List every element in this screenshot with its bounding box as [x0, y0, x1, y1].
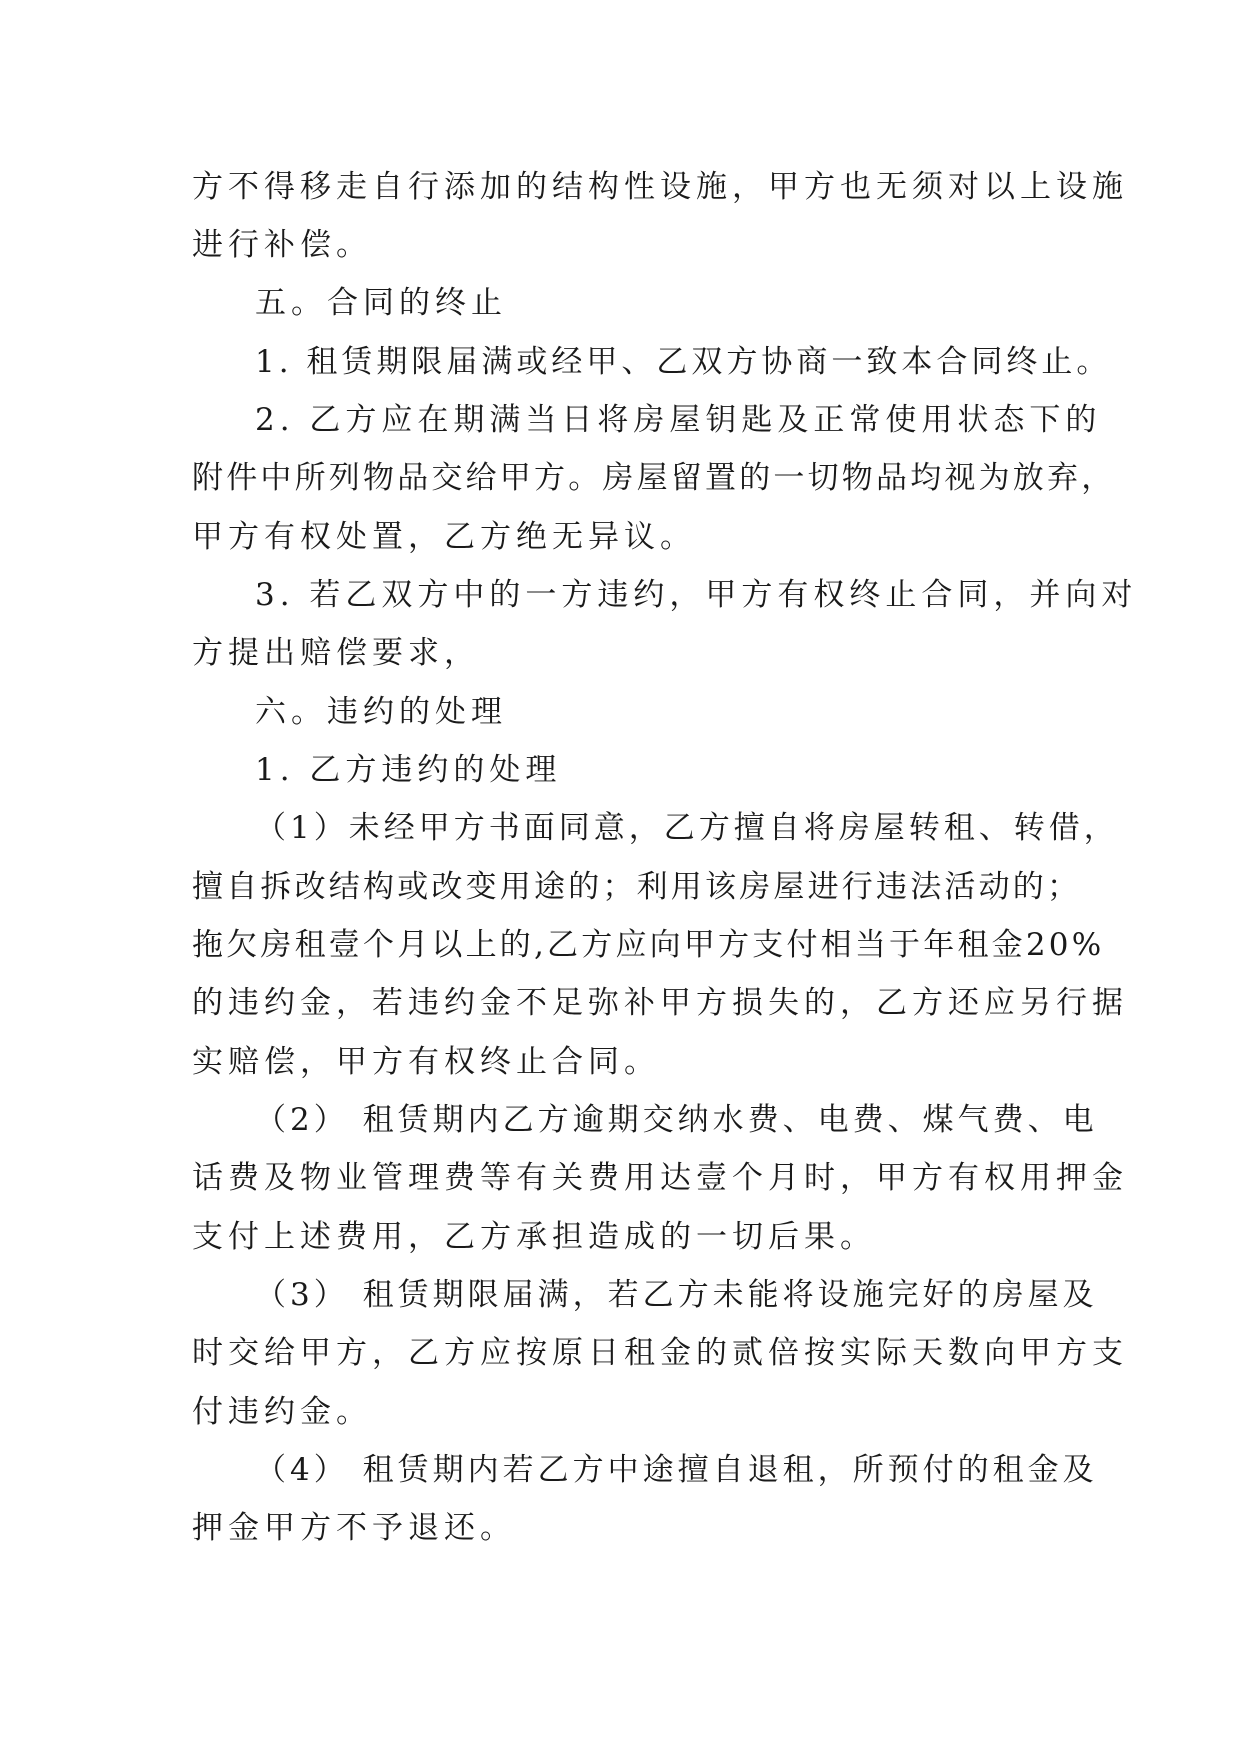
text-line-8: 3. 若乙双方中的一方违约，甲方有权终止合同，并向对	[255, 577, 1138, 613]
text-line-2: 进行补偿。	[192, 227, 372, 263]
text-line-21: 时交给甲方，乙方应按原日租金的贰倍按实际天数向甲方支	[192, 1335, 1128, 1371]
section-heading-5: 五。合同的终止	[255, 285, 507, 321]
text-line-17: （2） 租赁期内乙方逾期交纳水费、电费、煤气费、电	[255, 1102, 1098, 1138]
text-line-1: 方不得移走自行添加的结构性设施，甲方也无须对以上设施	[192, 169, 1128, 205]
text-line-14: 拖欠房租壹个月以上的,乙方应向甲方支付相当于年租金20%	[192, 927, 1105, 963]
text-line-5: 2. 乙方应在期满当日将房屋钥匙及正常使用状态下的	[255, 402, 1102, 438]
text-line-20: （3） 租赁期限届满，若乙方未能将设施完好的房屋及	[255, 1277, 1098, 1313]
text-line-6: 附件中所列物品交给甲方。房屋留置的一切物品均视为放弃，	[192, 460, 1116, 496]
text-line-7: 甲方有权处置，乙方绝无异议。	[192, 519, 696, 555]
text-line-18: 话费及物业管理费等有关费用达壹个月时，甲方有权用押金	[192, 1160, 1128, 1196]
text-line-24: 押金甲方不予退还。	[192, 1510, 516, 1546]
text-line-22: 付违约金。	[192, 1394, 372, 1430]
text-line-15: 的违约金，若违约金不足弥补甲方损失的，乙方还应另行据	[192, 985, 1128, 1021]
text-line-19: 支付上述费用，乙方承担造成的一切后果。	[192, 1219, 876, 1255]
section-heading-6: 六。违约的处理	[255, 694, 507, 730]
text-line-9: 方提出赔偿要求，	[192, 635, 480, 671]
text-line-13: 擅自拆改结构或改变用途的；利用该房屋进行违法活动的；	[192, 869, 1082, 905]
text-line-23: （4） 租赁期内若乙方中途擅自退租，所预付的租金及	[255, 1452, 1098, 1488]
text-line-16: 实赔偿，甲方有权终止合同。	[192, 1044, 660, 1080]
subsection-heading-1: 1. 乙方违约的处理	[255, 752, 562, 788]
text-line-12: （1）未经甲方书面同意，乙方擅自将房屋转租、转借，	[255, 810, 1119, 846]
text-line-4: 1. 租赁期限届满或经甲、乙双方协商一致本合同终止。	[255, 344, 1112, 380]
